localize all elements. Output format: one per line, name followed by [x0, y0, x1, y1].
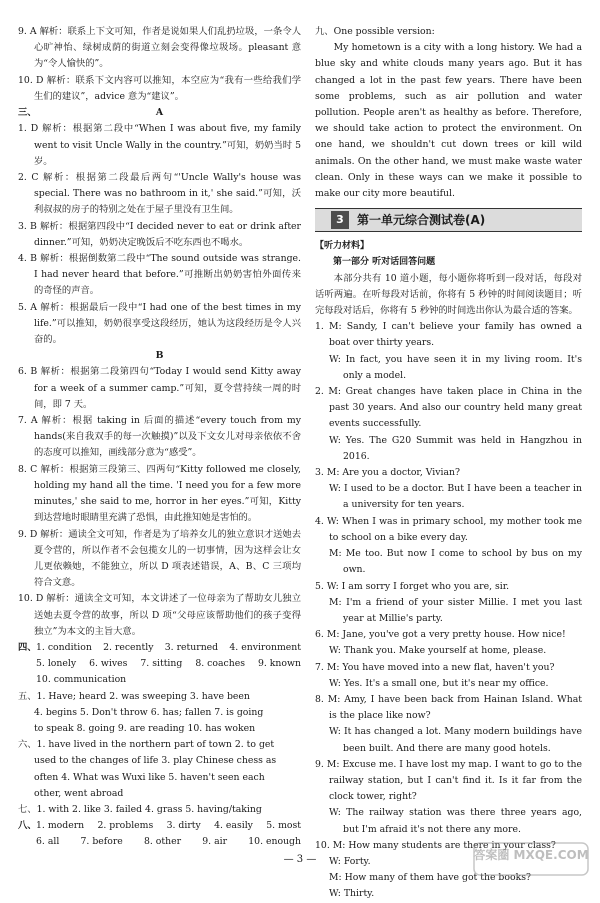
answer-b8: 8. C 解析：根据第三段第三、四两句“Kitty followed me closely, holding my hand all the time. 'I need you for a few more minutes,' she said to me, horror in her eyes.”可知，Kitty 到达营地时眼睛里充满了恐惧，由此推知她是害怕的。	[18, 463, 301, 524]
test-banner	[315, 208, 582, 232]
dialog-line: M: How many of them have got the books?	[329, 872, 531, 884]
answer-a5: 5. A 解析：根据最后一段中“I had one of the best times in my life.”可以推知，奶奶很享受这段经历，她认为这段经历是令人兴奋的。	[18, 301, 301, 346]
dialog-line: 6. M: Jane, you've got a very pretty house. How nice!	[315, 629, 566, 641]
unit-number-badge: 3	[331, 211, 349, 229]
word-item: 8. other	[143, 836, 182, 848]
answer-b6: 6. B 解析：根据第二段第四句“Today I would send Kitty away for a week of a summer camp.”可知，夏令营持续一周的时间，即 7 天。	[18, 366, 301, 410]
dialog-line: 5. W: I am sorry I forget who you are, sir.	[315, 580, 510, 592]
section-6-line: often 4. What was Wuxi like 5. haven't seen each	[34, 771, 265, 783]
section-4-label: 四、	[18, 641, 37, 653]
word-item: 9. air	[202, 836, 228, 848]
dialog-line: W: The railway station was there three years ago, but I'm afraid it's not there any more.	[329, 807, 582, 835]
dialog-line: W: I used to be a doctor. But I have been a teacher in a university for ten years.	[329, 483, 582, 511]
word-item: 3. dirty	[166, 820, 201, 832]
dialog-line: W: Yes. The G20 Summit was held in Hangzhou in 2016.	[329, 434, 582, 462]
answer-b9: 9. D 解析：通读全文可知，作者是为了培养女儿的独立意识才送她去夏令营的，所以作者不会包揽女儿的一切事情，因为这样会让女儿更依赖她，不能独立，所以 D 项表述错误，A、B、C 三项均符合文意。	[18, 528, 301, 589]
dialog-line: W: It has changed a lot. Many modern buildings have been built. And there are many good hotels.	[329, 726, 582, 754]
word-item: 7. before	[80, 836, 123, 848]
section-8	[18, 818, 301, 850]
answer-b7: 7. A 解析：根据 taking in 后面的描述“every touch from my hands(来自我双手的每一次触摸)”以及下文女儿对母亲依依不舍的态度可以推知，画线部分意为“感受”。	[18, 415, 301, 459]
word-item: 5. most	[266, 820, 301, 832]
dialog-line: 8. M: Amy, I have been back from Hainan Island. What is the place like now?	[315, 693, 582, 722]
answer-a1: 1. D 解析：根据第二段中“When I was about five, my family went to visit Uncle Wally in the country.”可知，奶奶当时 5 岁。	[18, 123, 301, 167]
dialog-line: 4. W: When I was in primary school, my mother took me to school on a bike every day.	[315, 515, 582, 543]
dialog-line: M: I'm a friend of your sister Millie. I met you last year at Millie's party.	[329, 596, 582, 624]
dialog-line: 2. M: Great changes have taken place in China in the past 30 years. And also our country held many great events successfully.	[315, 386, 582, 430]
answer-9: 9. A 解析：联系上下文可知，作者是说如果人们乱扔垃圾，一条令人心旷神怡、绿树成荫的街道立刻会变得像垃圾场。pleasant 意为“令人愉快的”。	[18, 26, 301, 70]
dialog-line: W: Forty.	[329, 855, 371, 867]
section-9-label: 九、One possible version:	[315, 26, 435, 37]
word-item: 1. condition	[36, 641, 92, 653]
answer-a2: 2. C 解析：根据第二段最后两句“'Uncle Wally's house was special. There was no bathroom in it,' she said.”可知，沃利叔叔的房子的特别之处在于屋子里没有卫生间。	[18, 172, 301, 216]
section-6-line: 六、1. have lived in the northern part of town 2. to get	[18, 739, 275, 751]
word-item: 8. coaches	[195, 658, 245, 670]
watermark-text: 答案圈 MXQE.COM	[473, 848, 589, 862]
section-8-label: 八、	[18, 820, 37, 832]
dialog-line: 1. M: Sandy, I can't believe your family has owned a boat over thirty years.	[315, 321, 582, 349]
word-item: 1. modern	[36, 820, 85, 832]
word-item: 10. enough	[248, 836, 301, 848]
dialog-line: 3. M: Are you a doctor, Vivian?	[315, 467, 461, 479]
part-b-heading: B	[155, 350, 164, 362]
dialog-line: W: Thirty.	[329, 888, 375, 900]
dialog-line: 7. M: You have moved into a new flat, haven't you?	[315, 661, 555, 673]
section-6	[18, 737, 301, 802]
word-item: 6. wives	[89, 658, 128, 670]
answer-10: 10. D 解析：联系下文内容可以推知，本空应为“我有一些给我们学生们的建议”，advice 意为“建议”。	[18, 74, 301, 102]
section-5-line: 五、1. Have; heard 2. was sweeping 3. have been	[18, 690, 250, 702]
test-title: 第一单元综合测试卷(A)	[357, 213, 486, 228]
answer-a3: 3. B 解析：根据第四段中“I decided never to eat or drink after dinner.”可知，奶奶决定晚饭后不吃东西也不喝水。	[18, 220, 301, 248]
section-3-label: 三、	[18, 107, 37, 119]
word-item: 2. problems	[97, 820, 154, 832]
part-a-heading: A	[155, 107, 164, 119]
answer-a4: 4. B 解析：根据倒数第二段中“The sound outside was strange. I had never heard that before.”可推断出奶奶害怕外面传来的奇怪的声音。	[18, 253, 301, 297]
section-5-line: to speak 8. going 9. are reading 10. has woken	[34, 722, 256, 734]
right-column	[315, 24, 582, 903]
section-5	[18, 689, 301, 738]
word-item: 4. environment	[229, 641, 301, 653]
model-essay: My hometown is a city with a long history. We had a blue sky and white clouds many years ago. But it has changed a lot in the past few years. There have been some problems, such as air pollution and water pollution. People aren't as healthy as before. Therefore, we should take action to protect the environment. On one hand, we shouldn't cut down trees or kill wild animals. On the other hand, we must make waste water clean. Only in these ways can we make it possible to make our city more beautiful.	[315, 42, 582, 200]
left-column	[18, 24, 301, 851]
word-item: 4. easily	[214, 820, 253, 832]
section-6-line: other, went abroad	[34, 787, 124, 799]
section-4	[18, 640, 301, 689]
listening-label: 【听力材料】	[315, 241, 370, 252]
word-item: 7. sitting	[140, 658, 183, 670]
section-7: 七、1. with 2. like 3. failed 4. grass 5. having/taking	[18, 803, 262, 815]
word-item: 3. returned	[164, 641, 219, 653]
word-item: 2. recently	[103, 641, 154, 653]
dialog-line: M: Me too. But now I come to school by bus on my own.	[329, 548, 582, 576]
word-item: 6. all	[36, 836, 60, 848]
page-number: — 3 —	[283, 854, 317, 865]
section-5-line: 4. begins 5. Don't throw 6. has; fallen 7. is going	[34, 706, 264, 718]
dialog-line: W: In fact, you have seen it in my living room. It's only a model.	[329, 353, 582, 381]
watermark-logo	[472, 839, 590, 879]
dialog-line: W: Thank you. Make yourself at home, please.	[329, 645, 547, 657]
dialog-line: 10. M: How many students are there in your class?	[315, 839, 556, 851]
dialog-list	[315, 319, 582, 902]
dialog-line: 9. M: Excuse me. I have lost my map. I want to go to the railway station, but I can't find it. Is it far from the clock tower, right?	[315, 758, 582, 803]
word-item: 10. communication	[36, 674, 127, 686]
part-1-heading: 第一部分 听对话回答问题	[333, 257, 436, 268]
word-item: 5. lonely	[36, 658, 77, 670]
answer-b10: 10. D 解析：通读全文可知，本文讲述了一位母亲为了帮助女儿独立送她去夏令营的故事，所以 D 项“父母应该帮助他们的孩子变得独立”为本文的主旨大意。	[18, 593, 301, 637]
dialog-line: W: Yes. It's a small one, but it's near my office.	[329, 677, 549, 689]
section-6-line: used to the changes of life 3. play Chinese chess as	[34, 755, 277, 767]
listening-instructions: 本部分共有 10 道小题，每小题你将听到一段对话，每段对话听两遍。在听每段对话前，你将有 5 秒钟的时间阅读题目；听完每段对话后，你将有 5 秒钟的时间选出你认为最合适的答案。	[315, 272, 582, 317]
word-item: 9. known	[257, 658, 301, 670]
